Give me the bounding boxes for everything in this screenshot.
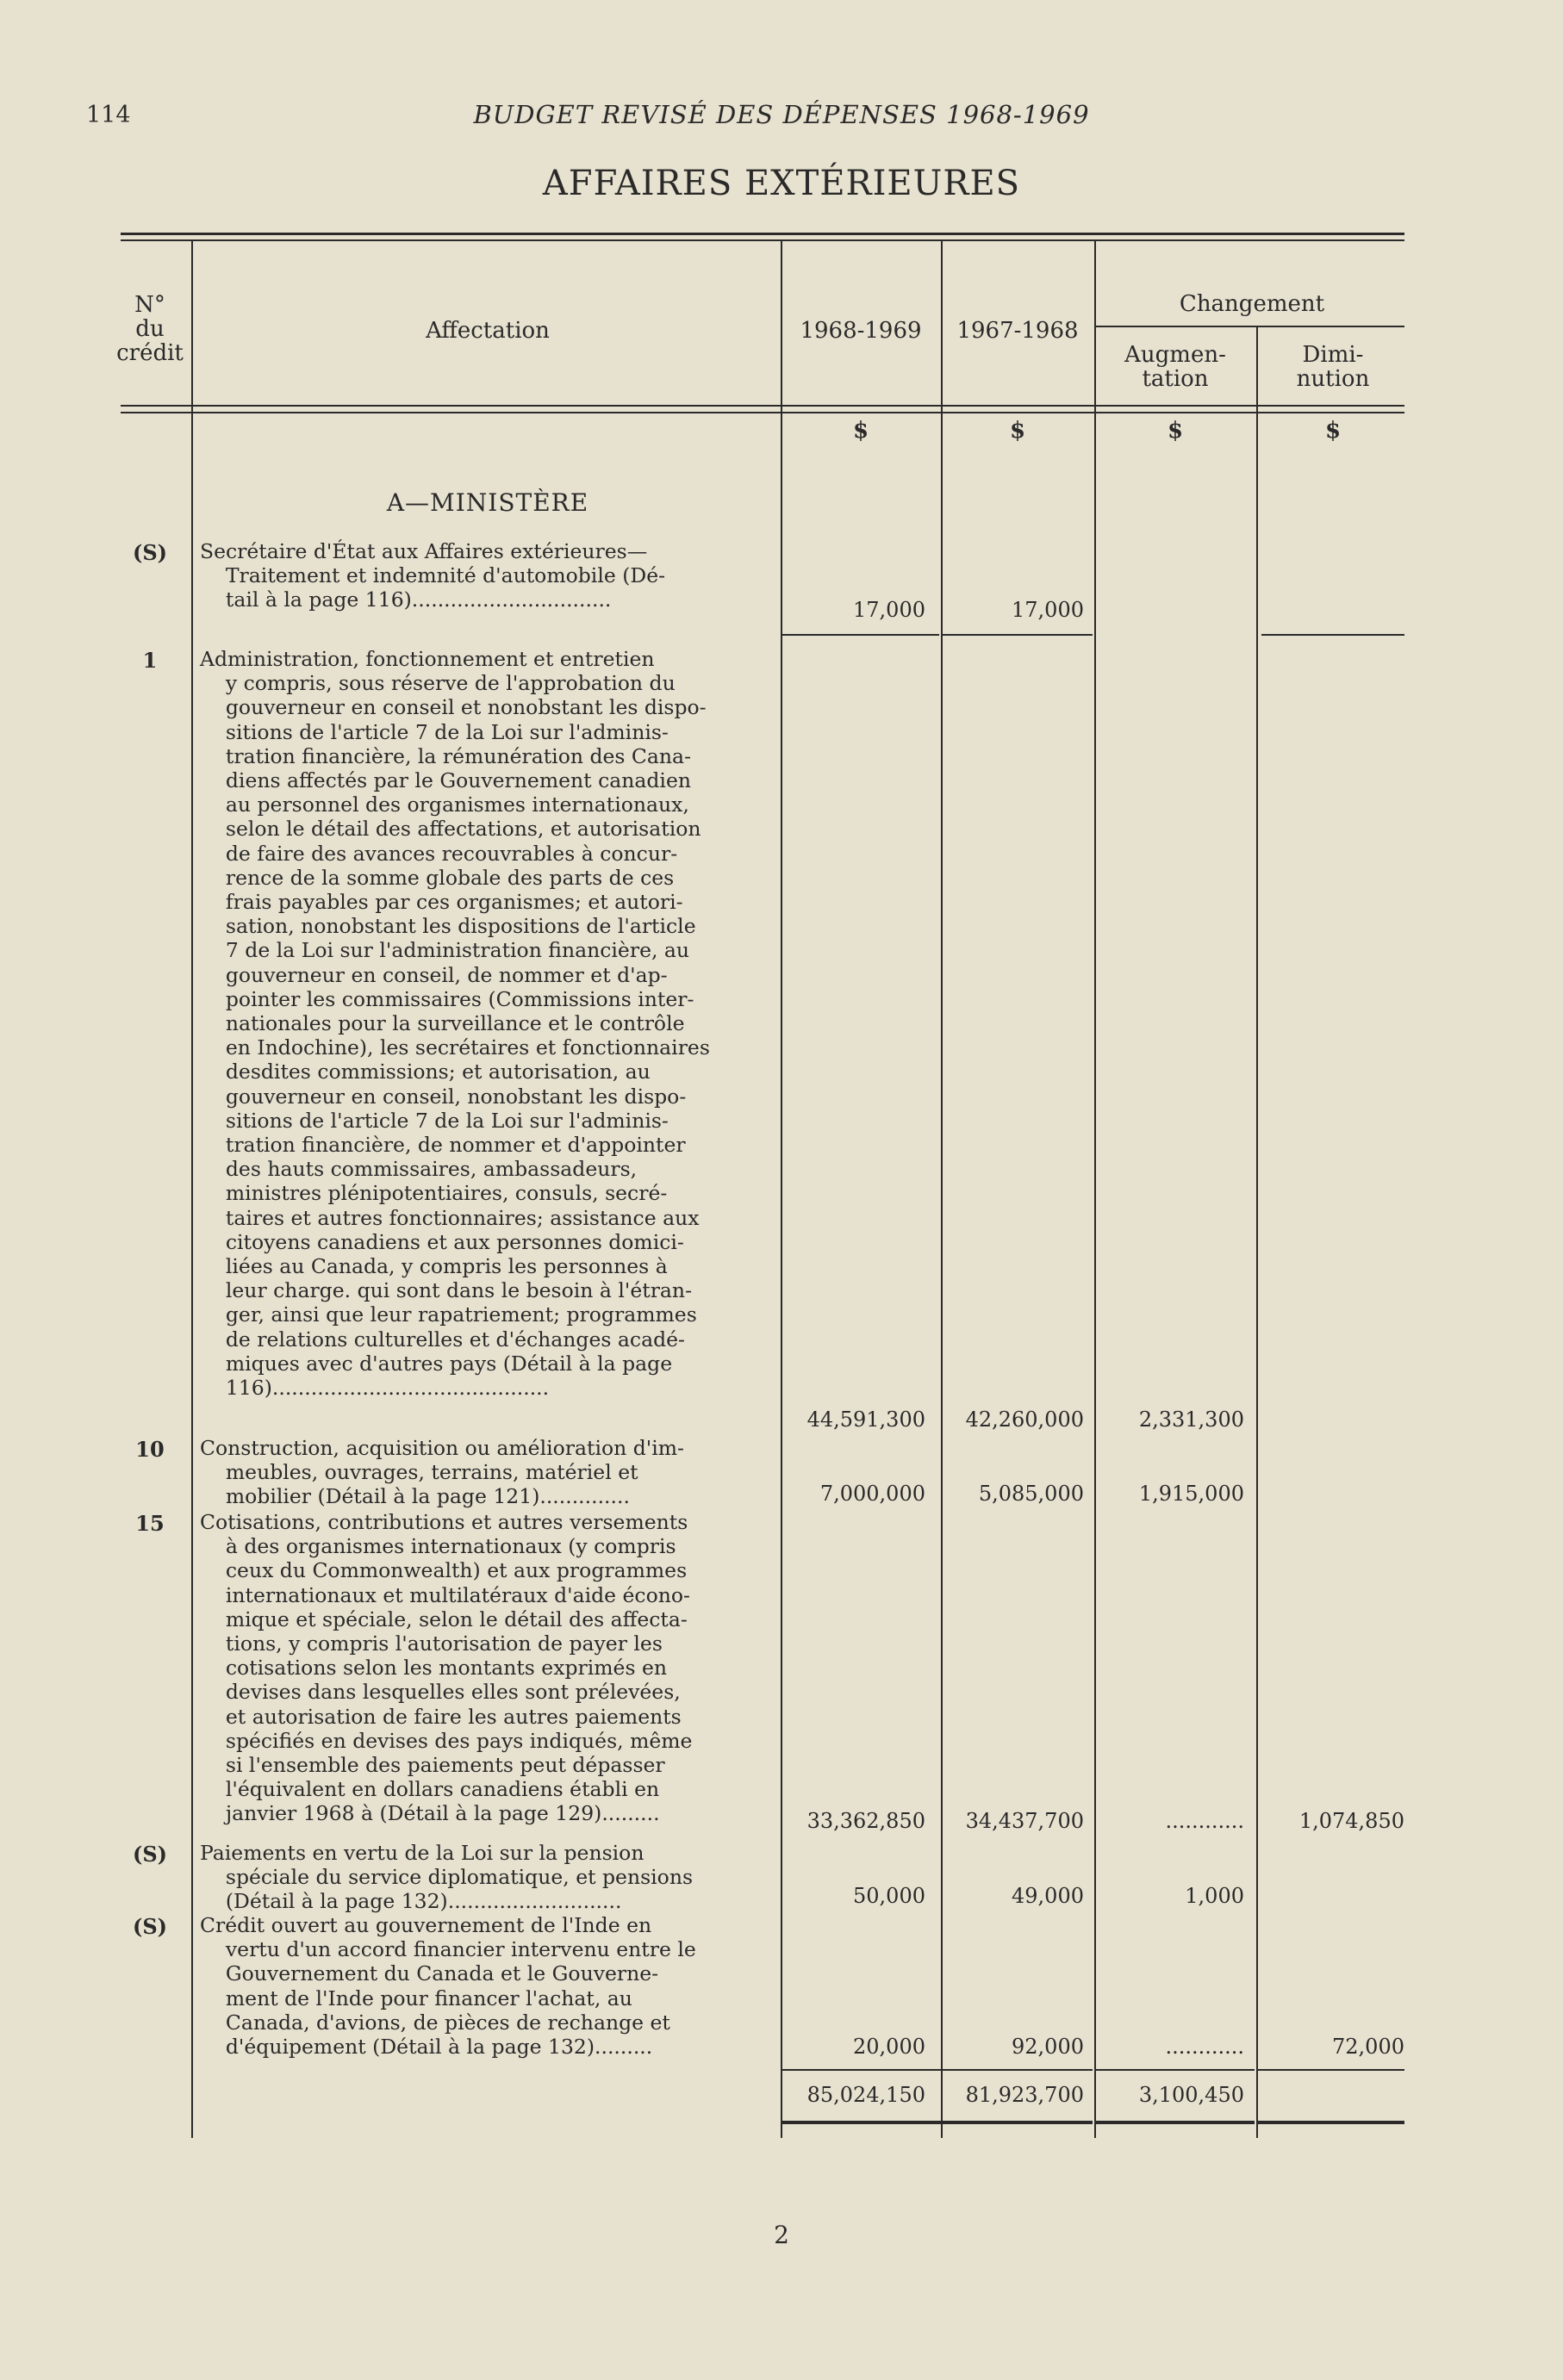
value-diminution: 72,000 [1332, 2035, 1404, 2059]
header-diminution [1261, 343, 1404, 391]
value-1967-1968: 92,000 [1012, 2035, 1084, 2059]
value-1967-1968: 34,437,700 [965, 1809, 1084, 1833]
total-double-rule [1258, 2121, 1404, 2124]
header-1968-1969: 1968-1969 [800, 318, 922, 344]
row-description: Cotisations, contributions et autres versements à des organismes internationaux (y compris ceux du Commonwealth) et aux programmes internationaux et multilatéraux d'aide écono- mique et spéciale, selon le détail des affecta- tions, y compris l'autorisation de payer les cotisations selon les montants exprimés en devises dans lesquelles elles sont prélevées, et autorisation de faire les autres paiements spécifiés en devises des pays indiqués, même si l'ensemble des paiements peut dépasser l'équivalent en dollars canadiens établi en janvier 1968 à (Détail à la page 129)......... [200, 1510, 693, 1826]
header-changement: Changement [1179, 291, 1325, 317]
credit-number: (S) [132, 1914, 168, 1939]
total-1968-1969: 85,024,150 [806, 2083, 925, 2107]
value-augmentation: 2,331,300 [1138, 1407, 1244, 1432]
header-credit-line: du [135, 316, 165, 342]
value-1967-1968: 42,260,000 [965, 1407, 1084, 1432]
value-1968-1969: 33,362,850 [806, 1809, 925, 1833]
header-affectation: Affectation [426, 318, 550, 344]
value-diminution: 1,074,850 [1298, 1809, 1404, 1833]
total-double-rule [1096, 2121, 1255, 2124]
header-rule [121, 405, 1404, 407]
page-number: 114 [86, 102, 131, 128]
value-1968-1969: 50,000 [853, 1884, 925, 1908]
value-augmentation: ............ [1165, 2035, 1244, 2059]
row-description: Secrétaire d'État aux Affaires extérieures— Traitement et indemnité d'automobile (Dé- tail à la page 116)............................... [200, 539, 666, 612]
value-1968-1969: 44,591,300 [806, 1407, 925, 1432]
header-credit-line: N° [134, 292, 165, 318]
value-1967-1968: 17,000 [1012, 598, 1084, 622]
value-augmentation: ............ [1165, 1809, 1244, 1833]
row-description: Paiements en vertu de la Loi sur la pension spéciale du service diplomatique, et pensions (Détail à la page 132)........................... [200, 1841, 694, 1914]
col-rule [1094, 241, 1096, 2138]
value-1967-1968: 49,000 [1012, 1884, 1084, 1908]
row-description: Construction, acquisition ou amélioration d'im- meubles, ouvrages, terrains, matériel et mobilier (Détail à la page 121).............. [200, 1436, 684, 1509]
total-1967-1968: 81,923,700 [965, 2083, 1084, 2107]
row-rule [1261, 634, 1404, 636]
credit-number: 15 [135, 1511, 165, 1536]
currency-symbol: $ [1324, 418, 1342, 444]
col-rule [191, 241, 193, 2138]
value-1968-1969: 17,000 [853, 598, 925, 622]
value-1968-1969: 20,000 [853, 2035, 925, 2059]
row-rule [782, 634, 939, 636]
total-augmentation: 3,100,450 [1138, 2083, 1244, 2107]
total-double-rule [782, 2121, 1093, 2124]
header-augmentation-line: tation [1142, 366, 1209, 392]
col-rule [941, 241, 943, 2138]
row-rule [943, 634, 1093, 636]
value-augmentation: 1,000 [1185, 1884, 1244, 1908]
top-rule [121, 233, 1404, 235]
currency-symbol: $ [852, 418, 869, 444]
header-rule-2 [121, 412, 1404, 413]
header-credit-line: crédit [116, 340, 184, 366]
value-1967-1968: 5,085,000 [978, 1482, 1084, 1506]
changement-rule [1096, 326, 1404, 327]
total-rule [1096, 2069, 1255, 2071]
col-rule [1256, 327, 1258, 2138]
footer-page-number: 2 [774, 2221, 789, 2249]
section-title: AFFAIRES EXTÉRIEURES [542, 164, 1021, 203]
credit-number: 10 [135, 1437, 165, 1462]
header-1967-1968: 1967-1968 [956, 318, 1079, 344]
header-credit [115, 293, 184, 365]
total-rule [1258, 2069, 1404, 2071]
header-augmentation-line: Augmen- [1124, 342, 1226, 368]
row-description: Crédit ouvert au gouvernement de l'Inde en vertu d'un accord financier intervenu entre le Gouvernement du Canada et le Gouverne- ment de l'Inde pour financer l'achat, au Canada, d'avions, de pièces de rechange et d'équipement (Détail à la page 132)......... [200, 1913, 696, 2060]
value-1968-1969: 7,000,000 [819, 1482, 925, 1506]
row-description: Administration, fonctionnement et entretien y compris, sous réserve de l'approbation du gouverneur en conseil et nonobstant les dispo- sitions de l'article 7 de la Loi sur l'adminis- tration financière, la rémunération des Cana- diens affectés par le Gouvernement canadien au personnel des organismes internationaux, selon le détail des affectations, et autorisation de faire des avances recouvrables à concur- rence de la somme globale des parts de ces frais payables par ces organismes; et autori- sation, nonobstant les dispositions de l'article 7 de la Loi sur l'administration financière, au gouverneur en conseil, de nommer et d'ap- pointer les commissaires (Commissions inter- nationales pour la surveillance et le contrôle en Indochine), les secrétaires et fonctionnaires desdites commissions; et autorisation, au gouverneur en conseil, nonobstant les dispo- sitions de l'article 7 de la Loi sur l'adminis- tration financière, de nommer et d'appointer des hauts commissaires, ambassadeurs, ministres plénipotentiaires, consuls, secré- taires et autres fonctionnaires; assistance aux citoyens canadiens et aux personnes domici- liées au Canada, y compris les personnes à leur charge. qui sont dans le besoin à l'étran- ger, ainsi que leur rapatriement; programmes de relations culturelles et d'échanges acadé- miques avec d'autres pays (Détail à la page 116)........................................... [200, 647, 710, 1401]
col-rule [781, 241, 782, 2138]
credit-number: 1 [142, 648, 158, 673]
credit-number: (S) [132, 540, 168, 565]
credit-number: (S) [132, 1842, 168, 1867]
value-augmentation: 1,915,000 [1138, 1482, 1244, 1506]
subheading: A—MINISTÈRE [386, 488, 589, 517]
header-augmentation [1099, 343, 1251, 391]
currency-symbol: $ [1009, 418, 1026, 444]
total-rule [782, 2069, 1093, 2071]
top-rule-2 [121, 239, 1404, 241]
header-diminution-line: nution [1296, 366, 1370, 392]
header-diminution-line: Dimi- [1302, 342, 1364, 368]
running-title: BUDGET REVISÉ DES DÉPENSES 1968-1969 [473, 100, 1090, 129]
currency-symbol: $ [1167, 418, 1184, 444]
